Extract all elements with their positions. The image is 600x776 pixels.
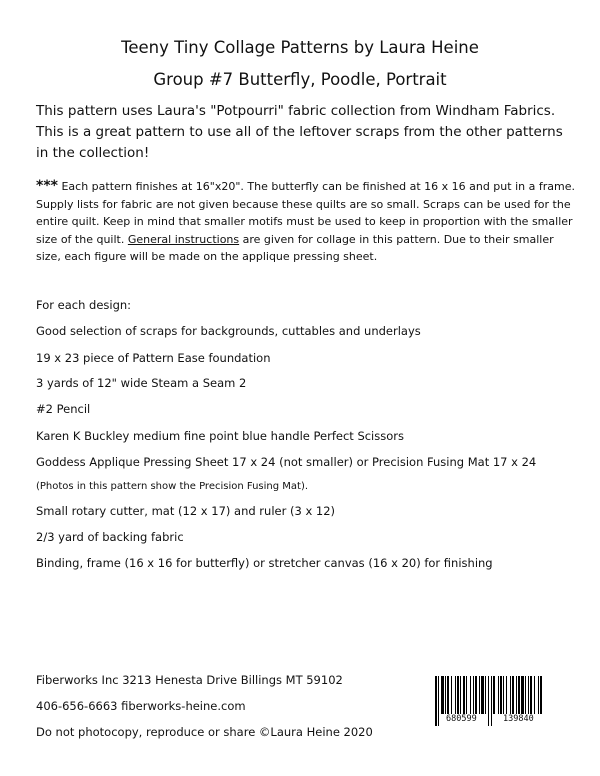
footer-address: Fiberworks Inc 3213 Henesta Drive Billings MT 59102 bbox=[36, 673, 343, 687]
barcode-bar bbox=[498, 676, 499, 714]
barcode-bar bbox=[470, 676, 471, 714]
barcode-bar bbox=[534, 676, 535, 714]
barcode-bar bbox=[475, 676, 477, 714]
barcode-bar bbox=[466, 676, 467, 714]
asterisks: *** bbox=[36, 178, 58, 194]
barcode-bar bbox=[481, 676, 484, 714]
barcode-bar bbox=[441, 676, 444, 714]
barcode-bar bbox=[485, 676, 486, 714]
footer-copyright: Do not photocopy, reproduce or share ©Laura Heine 2020 bbox=[36, 725, 373, 739]
supply-item: Binding, frame (16 x 16 for butterfly) or stretcher canvas (16 x 20) for finishing bbox=[36, 556, 493, 570]
barcode-bar bbox=[447, 676, 449, 714]
barcode-bar bbox=[512, 676, 514, 714]
barcode-bar bbox=[455, 676, 456, 714]
footer-contact: 406-656-6663 fiberworks-heine.com bbox=[36, 699, 246, 713]
barcode-bar bbox=[460, 676, 461, 714]
barcode-bar bbox=[451, 676, 452, 714]
barcode-bar bbox=[528, 676, 529, 714]
barcode-bar bbox=[438, 676, 439, 726]
barcode-bar bbox=[463, 676, 465, 714]
barcode-bar bbox=[435, 676, 437, 726]
barcode-bar bbox=[525, 676, 526, 714]
supply-item: Karen K Buckley medium fine point blue handle Perfect Scissors bbox=[36, 429, 404, 443]
barcode-bar bbox=[510, 676, 511, 714]
details-text-after: are given for collage in this pattern. Due to their smaller size, each figure will be made on the applique pressing sheet. bbox=[36, 232, 554, 263]
barcode-bar bbox=[503, 676, 504, 714]
supplies-heading: For each design: bbox=[36, 298, 132, 312]
supply-item: #2 Pencil bbox=[36, 402, 91, 416]
barcode-bar bbox=[521, 676, 524, 714]
general-instructions-link: General instructions bbox=[127, 232, 240, 246]
barcode-bar bbox=[473, 676, 474, 714]
barcode-bar bbox=[530, 676, 532, 714]
barcode-bar bbox=[491, 676, 492, 726]
details-paragraph bbox=[36, 178, 576, 266]
barcode-bar bbox=[518, 676, 520, 714]
details-text-before: Each pattern finishes at 16"x20". The butterfly can be finished at 16 x 16 and put in a frame. Supply lists for fabric are not given because these quilts are so small. Scraps can be used for the entire quilt. Keep in mind that smaller motifs must be used to keep in proportion with the smaller size of the quilt. bbox=[36, 180, 575, 246]
supply-item: Small rotary cutter, mat (12 x 17) and ruler (3 x 12) bbox=[36, 504, 336, 518]
supply-item: Goddess Applique Pressing Sheet 17 x 24 (not smaller) or Precision Fusing Mat 17 x 24 bbox=[36, 455, 537, 469]
barcode-bar bbox=[540, 676, 542, 714]
intro-paragraph: This pattern uses Laura's "Potpourri" fabric collection from Windham Fabrics. This is a great pattern to use all of the leftover scraps from the other patterns in the collection! bbox=[36, 103, 563, 161]
barcode-bar bbox=[479, 676, 480, 714]
barcode-bar bbox=[445, 676, 446, 714]
barcode-bar bbox=[488, 676, 489, 726]
page-title: Teeny Tiny Collage Patterns by Laura Heine bbox=[121, 38, 479, 57]
supply-note: (Photos in this pattern show the Precision Fusing Mat). bbox=[36, 481, 309, 492]
supply-item: 2/3 yard of backing fabric bbox=[36, 530, 184, 544]
page-subtitle: Group #7 Butterfly, Poodle, Portrait bbox=[153, 70, 447, 89]
barcode-bar bbox=[506, 676, 507, 714]
barcode-right-digits: 139840 bbox=[503, 714, 534, 724]
supply-item: Good selection of scraps for backgrounds, cuttables and underlays bbox=[36, 324, 421, 338]
barcode-bar bbox=[493, 676, 495, 714]
barcode-left-digits: 680599 bbox=[446, 714, 477, 724]
barcode-bar bbox=[500, 676, 502, 714]
barcode-bar bbox=[457, 676, 459, 714]
supply-item: 3 yards of 12" wide Steam a Seam 2 bbox=[36, 376, 247, 390]
barcode-bar bbox=[538, 676, 539, 714]
supply-item: 19 x 23 piece of Pattern Ease foundation bbox=[36, 351, 271, 365]
barcode-bar bbox=[516, 676, 517, 714]
